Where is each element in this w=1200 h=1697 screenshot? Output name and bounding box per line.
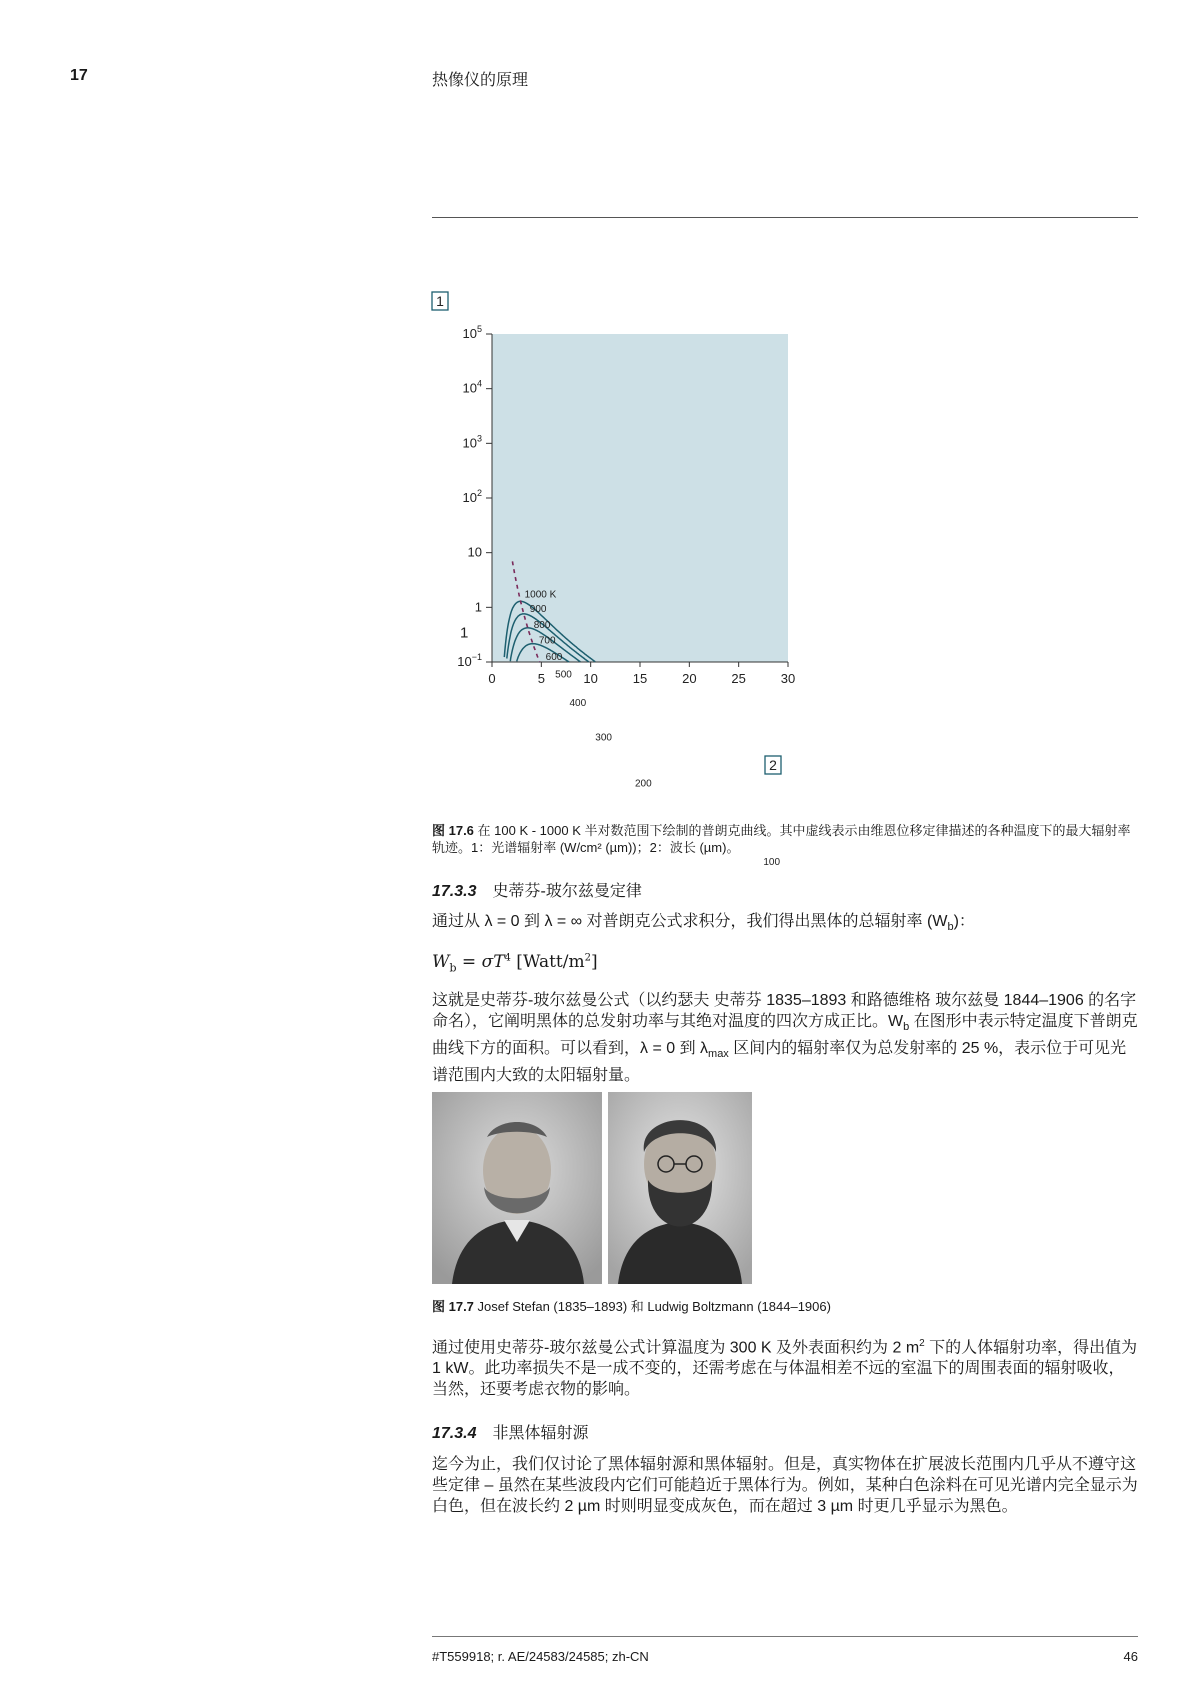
footer-document-id: #T559918; r. AE/24583/24585; zh-CN	[432, 1649, 649, 1664]
y-tick-label: $10^3$	[462, 433, 482, 451]
y-tick-label: 10	[467, 544, 482, 560]
curve-label-400: 400	[569, 698, 587, 710]
y-tick-label: $10^4$	[462, 378, 482, 396]
figure-17-7-caption-text: Josef Stefan (1835–1893) 和 Ludwig Boltzmann (1844–1906)	[477, 1299, 831, 1314]
x-tick-label: 25	[731, 671, 746, 686]
stefan-boltzmann-formula	[432, 952, 598, 974]
intro-subscript: b	[947, 921, 954, 934]
photo-josef-stefan	[432, 1092, 602, 1284]
curve-label-300: 300	[595, 732, 612, 744]
callout-1-label: 1	[436, 293, 444, 309]
formula-mid: = σT	[456, 952, 505, 972]
chapter-title: 热像仪的原理	[432, 72, 529, 89]
header-divider	[432, 217, 1138, 218]
curve-label-600: 600	[545, 651, 563, 663]
figure-17-6-caption	[432, 822, 1138, 856]
chapter-number: 17	[70, 67, 88, 84]
footer-divider	[432, 1636, 1138, 1637]
section-heading-17-3-4	[432, 1420, 589, 1443]
photo-ludwig-boltzmann	[608, 1092, 752, 1284]
figure-17-7-label: 图 17.7	[432, 1299, 474, 1314]
intro-text-2: )：	[953, 913, 975, 930]
y-tick-label: $10^{-1}$	[457, 652, 482, 669]
formula-close: ]	[590, 952, 598, 972]
y-axis-extra-label: 1	[460, 624, 469, 642]
curve-label-900: 900	[529, 603, 547, 615]
x-tick-label: 20	[682, 671, 697, 686]
curve-label-700: 700	[538, 635, 556, 647]
y-tick-label: $10^5$	[462, 324, 482, 341]
curve-label-500: 500	[555, 669, 572, 681]
section-heading-17-3-3	[432, 878, 642, 901]
x-tick-label: 0	[488, 671, 496, 686]
section-number: 17.3.4	[432, 1425, 477, 1442]
x-tick-label: 5	[537, 671, 545, 686]
section-title: 非黑体辐射源	[492, 1425, 589, 1442]
body-heat-text-2: 下的人体辐射功率，得出值为 1 kW。此功率损失不是一成不变的，还需考虑在与体温相差不远的室温下的周围表面的辐射吸收，当然，还要考虑衣物的影响。	[432, 1339, 1138, 1399]
formula-lhs: W	[432, 952, 450, 972]
intro-text-1: 通过从 λ = 0 到 λ = ∞ 对普朗克公式求积分，我们得出黑体的总辐射率 (W	[432, 913, 948, 930]
figure-17-6-label: 图 17.6	[432, 823, 474, 838]
figure-17-7-caption	[432, 1298, 1138, 1315]
x-tick-label: 10	[583, 671, 598, 686]
paragraph-intro	[432, 911, 1138, 938]
body-heat-superscript: 2	[919, 1338, 925, 1349]
body-heat-text-1: 通过使用史蒂芬-玻尔兹曼公式计算温度为 300 K 及外表面积约为 2 m	[432, 1339, 920, 1357]
formula-unit: [Watt/m	[510, 952, 585, 972]
curve-label-1000: 1000 K	[524, 589, 557, 601]
paragraph-stefan-boltzmann	[432, 990, 1138, 1086]
para2-text-1: 这就是史蒂芬-玻尔兹曼公式（以约瑟夫 史蒂芬 1835–1893 和路德维格 玻尔兹曼 1844–1906 的名字命名），它阐明黑体的总发射功率与其绝对温度的四次方成正比。W	[432, 992, 1137, 1030]
figure-17-6-caption-text: 在 100 K - 1000 K 半对数范围下绘制的普朗克曲线。其中虚线表示由维恩位移定律描述的各种温度下的最大辐射率轨迹。1：光谱辐射率 (W/cm² (µm))；2：波长 (µm)。	[432, 823, 1131, 855]
y-tick-label: $10^2$	[462, 488, 482, 505]
callout-2-label: 2	[769, 757, 777, 773]
curve-label-800: 800	[533, 619, 551, 631]
x-tick-label: 30	[780, 671, 796, 686]
x-tick-label: 15	[632, 671, 648, 686]
curve-label-200: 200	[634, 778, 652, 790]
section-title: 史蒂芬-玻尔兹曼定律	[492, 883, 642, 900]
section-number: 17.3.3	[432, 883, 477, 900]
formula-unit-exponent: 2	[584, 952, 591, 964]
formula-exponent: 4	[504, 952, 511, 964]
paragraph-non-blackbody: 迄今为止，我们仅讨论了黑体辐射源和黑体辐射。但是，真实物体在扩展波长范围内几乎从不遵守这些定律 – 虽然在某些波段内它们可能趋近于黑体行为。例如，某种白色涂料在可见光谱内完全显示为白色，但在波长约 2 µm 时则明显变成灰色，而在超过 3 µm 时更几乎显示为黑色。	[432, 1456, 1138, 1515]
para2-sub-2: max	[708, 1048, 729, 1061]
page-number: 46	[1123, 1649, 1138, 1664]
y-tick-label: 1	[474, 599, 482, 615]
formula-lhs-sub: b	[449, 961, 457, 975]
para2-sub-1: b	[903, 1021, 910, 1034]
para2-text-3: 区间内的辐射率仅为总发射率的 25 %，表示位于可见光谱范围内大致的太阳辐射量。	[432, 1040, 1127, 1085]
paragraph-body-heat	[432, 1333, 1138, 1400]
para2-text-2: 在图形中表示特定温度下普朗克曲线下方的面积。可以看到，λ = 0 到 λ	[432, 1013, 1138, 1058]
curve-label-100: 100	[763, 856, 781, 868]
